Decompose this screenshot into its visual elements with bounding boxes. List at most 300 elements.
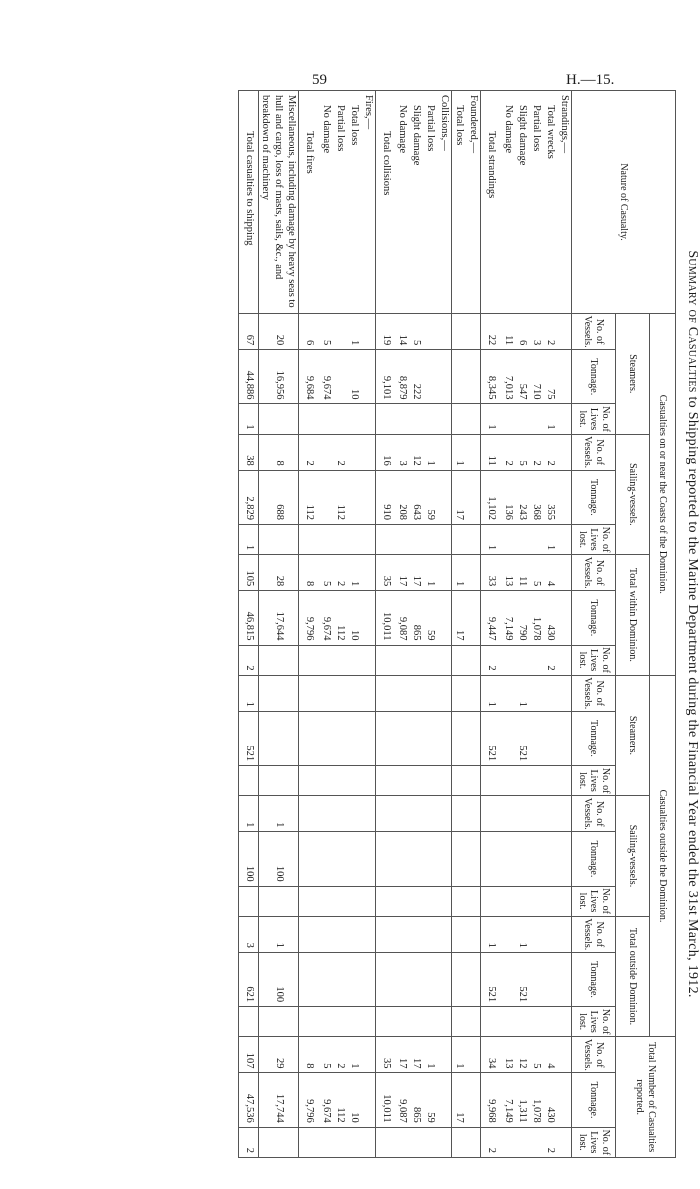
cell bbox=[543, 711, 557, 765]
col-tonnage: Tonnage. bbox=[572, 470, 616, 524]
cell: 430 bbox=[543, 1073, 557, 1127]
cell bbox=[543, 952, 557, 1006]
cell bbox=[438, 645, 453, 675]
cell: 10 bbox=[347, 350, 361, 404]
cell bbox=[376, 916, 396, 952]
cell bbox=[361, 470, 376, 524]
cell bbox=[515, 886, 529, 916]
cell: 547 bbox=[515, 350, 529, 404]
cell bbox=[452, 916, 467, 952]
cell bbox=[467, 675, 482, 711]
cell bbox=[259, 1007, 299, 1037]
cell bbox=[361, 832, 376, 886]
cell: 11 bbox=[481, 434, 501, 470]
cell bbox=[424, 796, 438, 832]
cell: 17 bbox=[452, 1073, 467, 1127]
row-label: Total loss bbox=[347, 91, 361, 314]
cell: 790 bbox=[515, 591, 529, 645]
cell: 5 bbox=[515, 434, 529, 470]
col-vessels: No. of Vessels. bbox=[572, 916, 616, 952]
cell bbox=[438, 675, 453, 711]
cell bbox=[438, 1073, 453, 1127]
cell bbox=[333, 1007, 347, 1037]
cell bbox=[347, 645, 361, 675]
cell bbox=[557, 314, 572, 350]
cell bbox=[396, 404, 410, 434]
cell bbox=[299, 675, 319, 711]
cell bbox=[361, 434, 376, 470]
cell bbox=[557, 886, 572, 916]
cell: 1 bbox=[259, 796, 299, 832]
cell bbox=[452, 314, 467, 350]
cell: 105 bbox=[239, 555, 259, 591]
cell bbox=[452, 766, 467, 796]
cell bbox=[319, 434, 333, 470]
cell: 2 bbox=[501, 434, 515, 470]
cell bbox=[299, 952, 319, 1006]
cell bbox=[515, 832, 529, 886]
cell bbox=[361, 591, 376, 645]
cell: 9,674 bbox=[319, 1073, 333, 1127]
cell: 2 bbox=[543, 434, 557, 470]
cell bbox=[467, 1073, 482, 1127]
table-row bbox=[347, 91, 361, 1158]
cell bbox=[396, 645, 410, 675]
cell bbox=[376, 832, 396, 886]
cell: 34 bbox=[481, 1037, 501, 1073]
cell: 8,879 bbox=[396, 350, 410, 404]
cell bbox=[438, 591, 453, 645]
cell bbox=[424, 711, 438, 765]
cell bbox=[319, 711, 333, 765]
cell: 9,674 bbox=[319, 350, 333, 404]
table-row bbox=[501, 91, 515, 1158]
cell bbox=[529, 1127, 543, 1157]
cell bbox=[515, 524, 529, 554]
col-vessels: No. of Vessels. bbox=[572, 1037, 616, 1073]
cell bbox=[361, 1007, 376, 1037]
section-heading-row bbox=[438, 91, 453, 1158]
table-row bbox=[452, 91, 467, 1158]
cell bbox=[361, 916, 376, 952]
cell bbox=[557, 711, 572, 765]
cell: 2 bbox=[239, 645, 259, 675]
cell: 1 bbox=[515, 675, 529, 711]
cell: 17 bbox=[452, 470, 467, 524]
col-vessels: No. of Vessels. bbox=[572, 796, 616, 832]
cell: 7,013 bbox=[501, 350, 515, 404]
cell: 75 bbox=[543, 350, 557, 404]
cell: 521 bbox=[239, 711, 259, 765]
cell bbox=[424, 314, 438, 350]
cell: 1 bbox=[481, 404, 501, 434]
cell bbox=[515, 796, 529, 832]
cell bbox=[424, 952, 438, 1006]
cell bbox=[501, 832, 515, 886]
cell bbox=[376, 952, 396, 1006]
cell bbox=[438, 916, 453, 952]
cell: 1 bbox=[543, 404, 557, 434]
cell bbox=[501, 1007, 515, 1037]
cell bbox=[452, 886, 467, 916]
cell bbox=[424, 524, 438, 554]
cell bbox=[424, 916, 438, 952]
cell bbox=[557, 470, 572, 524]
cell bbox=[515, 1007, 529, 1037]
cell bbox=[299, 796, 319, 832]
cell bbox=[557, 675, 572, 711]
cell bbox=[424, 675, 438, 711]
cell bbox=[396, 1007, 410, 1037]
cell bbox=[557, 350, 572, 404]
col-tonnage: Tonnage. bbox=[572, 832, 616, 886]
cell bbox=[424, 645, 438, 675]
cell: 1 bbox=[259, 916, 299, 952]
row-label: Slight damage bbox=[410, 91, 424, 314]
cell: 28 bbox=[259, 555, 299, 591]
cell bbox=[376, 796, 396, 832]
cell bbox=[376, 711, 396, 765]
cell: 9,968 bbox=[481, 1073, 501, 1127]
cell bbox=[481, 1007, 501, 1037]
cell bbox=[376, 766, 396, 796]
cell bbox=[529, 1007, 543, 1037]
cell bbox=[376, 886, 396, 916]
row-label: Strandings,— bbox=[557, 91, 572, 314]
cell: 9,087 bbox=[396, 1073, 410, 1127]
cell bbox=[424, 886, 438, 916]
cell bbox=[361, 524, 376, 554]
cell bbox=[529, 524, 543, 554]
section-heading-row bbox=[557, 91, 572, 1158]
cell: 9,087 bbox=[396, 591, 410, 645]
cell bbox=[259, 675, 299, 711]
cell bbox=[438, 832, 453, 886]
cell bbox=[410, 1007, 424, 1037]
cell bbox=[529, 886, 543, 916]
cell bbox=[361, 404, 376, 434]
sub-sailing-near: Sailing-vessels. bbox=[616, 434, 650, 555]
cell bbox=[452, 1127, 467, 1157]
cell: 10 bbox=[347, 1073, 361, 1127]
cell bbox=[557, 555, 572, 591]
cell: 710 bbox=[529, 350, 543, 404]
cell bbox=[557, 404, 572, 434]
cell bbox=[467, 952, 482, 1006]
cell bbox=[319, 1007, 333, 1037]
cell bbox=[396, 766, 410, 796]
sub-sailing-outside: Sailing-vessels. bbox=[616, 796, 650, 917]
cell: 2 bbox=[333, 434, 347, 470]
cell bbox=[557, 832, 572, 886]
cell bbox=[347, 711, 361, 765]
cell bbox=[438, 1007, 453, 1037]
cell bbox=[361, 796, 376, 832]
cell: 5 bbox=[319, 1037, 333, 1073]
cell bbox=[410, 886, 424, 916]
row-label: No damage bbox=[319, 91, 333, 314]
cell bbox=[467, 555, 482, 591]
cell bbox=[396, 675, 410, 711]
table-row bbox=[319, 91, 333, 1158]
col-vessels: No. of Vessels. bbox=[572, 314, 616, 350]
table-row bbox=[529, 91, 543, 1158]
cell: 1,311 bbox=[515, 1073, 529, 1127]
cell bbox=[259, 645, 299, 675]
cell bbox=[333, 675, 347, 711]
cell: 10,011 bbox=[376, 1073, 396, 1127]
cell bbox=[396, 711, 410, 765]
cell bbox=[467, 832, 482, 886]
cell: 22 bbox=[481, 314, 501, 350]
cell bbox=[259, 1127, 299, 1157]
cell bbox=[529, 832, 543, 886]
cell bbox=[299, 711, 319, 765]
cell bbox=[529, 675, 543, 711]
cell bbox=[467, 524, 482, 554]
cell bbox=[529, 766, 543, 796]
cell bbox=[410, 952, 424, 1006]
cell: 4 bbox=[543, 555, 557, 591]
casualties-table bbox=[239, 90, 677, 1158]
cell bbox=[259, 711, 299, 765]
table-row bbox=[543, 91, 557, 1158]
row-label: Partial loss bbox=[529, 91, 543, 314]
group-total-number: Total Number of Casualties reported. bbox=[616, 1037, 676, 1158]
cell bbox=[452, 404, 467, 434]
cell: 17,744 bbox=[259, 1073, 299, 1127]
col-lives: No. of Lives lost. bbox=[572, 886, 616, 916]
cell bbox=[333, 314, 347, 350]
cell bbox=[438, 766, 453, 796]
cell: 100 bbox=[239, 832, 259, 886]
col-vessels: No. of Vessels. bbox=[572, 675, 616, 711]
cell bbox=[319, 832, 333, 886]
table-row bbox=[396, 91, 410, 1158]
cell bbox=[501, 711, 515, 765]
cell bbox=[515, 645, 529, 675]
total-row bbox=[239, 91, 259, 1158]
row-label: Total wrecks bbox=[543, 91, 557, 314]
cell: 643 bbox=[410, 470, 424, 524]
cell bbox=[239, 1007, 259, 1037]
cell bbox=[557, 1037, 572, 1073]
cell: 29 bbox=[259, 1037, 299, 1073]
cell: 9,101 bbox=[376, 350, 396, 404]
cell: 112 bbox=[333, 1073, 347, 1127]
cell bbox=[333, 1127, 347, 1157]
cell: 7,149 bbox=[501, 591, 515, 645]
row-label: Foundered,— bbox=[467, 91, 482, 314]
group-outside: Casualties outside the Dominion. bbox=[650, 675, 676, 1037]
row-label: Total collisions bbox=[376, 91, 396, 314]
cell: 243 bbox=[515, 470, 529, 524]
cell bbox=[361, 886, 376, 916]
cell bbox=[438, 952, 453, 1006]
cell: 20 bbox=[259, 314, 299, 350]
cell bbox=[501, 796, 515, 832]
cell: 8,345 bbox=[481, 350, 501, 404]
cell: 3 bbox=[239, 916, 259, 952]
cell bbox=[299, 645, 319, 675]
cell bbox=[467, 470, 482, 524]
cell bbox=[361, 314, 376, 350]
cell bbox=[319, 675, 333, 711]
cell bbox=[501, 916, 515, 952]
cell bbox=[376, 404, 396, 434]
cell: 1 bbox=[481, 916, 501, 952]
cell: 430 bbox=[543, 591, 557, 645]
cell bbox=[424, 404, 438, 434]
row-label: Collisions,— bbox=[438, 91, 453, 314]
cell bbox=[239, 886, 259, 916]
cell: 2 bbox=[481, 645, 501, 675]
cell bbox=[529, 645, 543, 675]
cell: 2,829 bbox=[239, 470, 259, 524]
cell: 9,796 bbox=[299, 591, 319, 645]
cell: 107 bbox=[239, 1037, 259, 1073]
cell bbox=[543, 916, 557, 952]
cell bbox=[319, 886, 333, 916]
cell bbox=[481, 796, 501, 832]
cell bbox=[501, 675, 515, 711]
cell bbox=[529, 916, 543, 952]
cell: 112 bbox=[333, 470, 347, 524]
row-label: Total casualties to shipping bbox=[239, 91, 259, 314]
col-nature: Nature of Casualty. bbox=[572, 91, 676, 314]
cell: 16 bbox=[376, 434, 396, 470]
cell bbox=[333, 350, 347, 404]
cell: 8 bbox=[259, 434, 299, 470]
cell bbox=[481, 832, 501, 886]
cell bbox=[529, 404, 543, 434]
cell: 19 bbox=[376, 314, 396, 350]
cell bbox=[376, 524, 396, 554]
cell: 1 bbox=[239, 796, 259, 832]
cell: 2 bbox=[543, 1127, 557, 1157]
cell bbox=[410, 766, 424, 796]
row-label: Slight damage bbox=[515, 91, 529, 314]
cell: 368 bbox=[529, 470, 543, 524]
cell: 46,815 bbox=[239, 591, 259, 645]
cell: 1 bbox=[452, 555, 467, 591]
cell bbox=[529, 711, 543, 765]
cell: 3 bbox=[396, 434, 410, 470]
cell bbox=[259, 404, 299, 434]
table-body bbox=[239, 91, 572, 1158]
cell: 8 bbox=[299, 555, 319, 591]
cell: 59 bbox=[424, 1073, 438, 1127]
cell bbox=[452, 796, 467, 832]
cell bbox=[396, 952, 410, 1006]
cell bbox=[424, 1127, 438, 1157]
col-lives: No. of Lives lost. bbox=[572, 645, 616, 675]
total-row bbox=[376, 91, 396, 1158]
cell bbox=[347, 524, 361, 554]
cell bbox=[438, 434, 453, 470]
cell: 355 bbox=[543, 470, 557, 524]
cell bbox=[361, 1073, 376, 1127]
cell: 1 bbox=[347, 555, 361, 591]
cell: 10,011 bbox=[376, 591, 396, 645]
cell bbox=[467, 350, 482, 404]
cell bbox=[438, 711, 453, 765]
cell bbox=[557, 1073, 572, 1127]
cell bbox=[467, 404, 482, 434]
row-label: Fires,— bbox=[361, 91, 376, 314]
cell: 35 bbox=[376, 1037, 396, 1073]
cell bbox=[361, 555, 376, 591]
sub-steamers-near: Steamers. bbox=[616, 314, 650, 435]
cell: 1 bbox=[239, 675, 259, 711]
cell bbox=[299, 832, 319, 886]
cell bbox=[501, 766, 515, 796]
cell bbox=[438, 314, 453, 350]
cell: 9,796 bbox=[299, 1073, 319, 1127]
cell bbox=[467, 766, 482, 796]
cell bbox=[347, 886, 361, 916]
cell bbox=[438, 1127, 453, 1157]
cell: 2 bbox=[529, 434, 543, 470]
cell bbox=[299, 886, 319, 916]
cell bbox=[557, 796, 572, 832]
cell: 9,684 bbox=[299, 350, 319, 404]
cell bbox=[361, 1127, 376, 1157]
cell bbox=[557, 434, 572, 470]
cell: 2 bbox=[333, 555, 347, 591]
total-row bbox=[299, 91, 319, 1158]
col-lives: No. of Lives lost. bbox=[572, 524, 616, 554]
col-tonnage: Tonnage. bbox=[572, 711, 616, 765]
cell bbox=[333, 832, 347, 886]
cell: 17 bbox=[396, 555, 410, 591]
cell bbox=[333, 404, 347, 434]
page-number: 59 bbox=[312, 72, 327, 88]
cell: 47,536 bbox=[239, 1073, 259, 1127]
cell bbox=[259, 766, 299, 796]
cell: 2 bbox=[543, 645, 557, 675]
cell bbox=[543, 766, 557, 796]
cell bbox=[319, 796, 333, 832]
cell: 1 bbox=[347, 314, 361, 350]
cell: 67 bbox=[239, 314, 259, 350]
cell bbox=[557, 591, 572, 645]
cell: 1 bbox=[424, 555, 438, 591]
cell: 521 bbox=[481, 711, 501, 765]
cell bbox=[361, 350, 376, 404]
table-row bbox=[410, 91, 424, 1158]
col-tonnage: Tonnage. bbox=[572, 591, 616, 645]
cell bbox=[467, 591, 482, 645]
cell bbox=[467, 1007, 482, 1037]
cell bbox=[501, 1127, 515, 1157]
cell bbox=[410, 916, 424, 952]
cell bbox=[299, 1007, 319, 1037]
cell: 2 bbox=[333, 1037, 347, 1073]
title-prefix: Summary of Casualties bbox=[685, 250, 700, 393]
cell bbox=[361, 952, 376, 1006]
cell bbox=[396, 832, 410, 886]
cell bbox=[347, 796, 361, 832]
cell: 2 bbox=[543, 314, 557, 350]
cell bbox=[438, 404, 453, 434]
table-row bbox=[333, 91, 347, 1158]
cell: 9,674 bbox=[319, 591, 333, 645]
cell bbox=[299, 916, 319, 952]
group-near-coast: Casualties on or near the Coasts of the Dominion. bbox=[650, 314, 676, 676]
table-row bbox=[259, 91, 299, 1158]
cell: 16,956 bbox=[259, 350, 299, 404]
